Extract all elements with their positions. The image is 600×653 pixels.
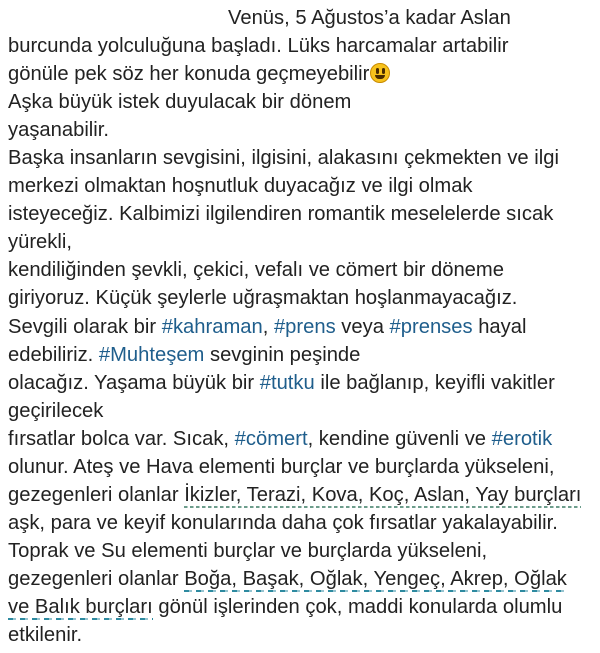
text-segment: hayal bbox=[472, 315, 527, 338]
text-line bbox=[8, 60, 594, 88]
text-line bbox=[8, 453, 594, 481]
text-segment: kendiliğinden şevkli, çekici, vefalı ve cömert bir döneme bbox=[8, 259, 504, 282]
hashtag-link[interactable]: #prenses bbox=[389, 315, 473, 338]
text-line bbox=[8, 200, 594, 228]
text-line bbox=[8, 228, 594, 256]
hashtag-link[interactable]: #Muhteşem bbox=[98, 343, 205, 366]
text-segment: fırsatlar bolca var. Sıcak, bbox=[8, 427, 235, 450]
text-segment: ile bağlanıp, keyifli vakitler bbox=[314, 371, 555, 394]
hashtag-link[interactable]: #prens bbox=[273, 315, 336, 338]
text-segment: , bbox=[262, 315, 274, 338]
text-segment: Venüs, 5 Ağustos’a kadar Aslan bbox=[228, 7, 511, 29]
text-segment: aşk, para ve keyif konularında daha çok fırsatlar yakalayabilir. bbox=[8, 511, 558, 534]
text-line bbox=[8, 481, 594, 509]
text-segment: edebiliriz. bbox=[8, 343, 99, 366]
spellcheck-underlined-text: İkizler, Terazi, Kova, Koç, Aslan, Yay burçları bbox=[184, 483, 582, 506]
text-line bbox=[8, 565, 594, 593]
text-line bbox=[8, 284, 594, 312]
text-line bbox=[8, 256, 594, 284]
text-segment: burcunda yolculuğuna başladı. Lüks harcamalar artabilir bbox=[8, 35, 509, 58]
hashtag-link[interactable]: #tutku bbox=[259, 371, 315, 394]
text-segment: Başka insanların sevgisini, ilgisini, alakasını çekmekten ve ilgi bbox=[8, 147, 559, 170]
text-segment: gezegenleri olanlar bbox=[8, 483, 185, 506]
text-segment: geçirilecek bbox=[8, 399, 104, 422]
grinning-face-emoji-icon bbox=[370, 63, 390, 83]
hashtag-link[interactable]: #erotik bbox=[491, 427, 553, 450]
text-segment: sevginin peşinde bbox=[204, 343, 361, 366]
text-line bbox=[8, 88, 594, 116]
hashtag-link[interactable]: #kahraman bbox=[161, 315, 263, 338]
text-line bbox=[8, 313, 594, 341]
text-segment: veya bbox=[335, 315, 390, 338]
text-line bbox=[8, 621, 594, 649]
text-segment: Sevgili olarak bir bbox=[8, 315, 162, 338]
spellcheck-underlined-text: Boğa, Başak, Oğlak, Yengeç, Akrep, Oğlak bbox=[184, 567, 567, 590]
text-segment: Aşka büyük istek duyulacak bir dönem bbox=[8, 91, 352, 114]
text-segment: giriyoruz. Küçük şeylerle uğraşmaktan hoşlanmayacağız. bbox=[8, 287, 518, 310]
text-line bbox=[8, 144, 594, 172]
text-segment: Toprak ve Su elementi burçlar ve burçlarda yükseleni, bbox=[8, 539, 488, 562]
text-line bbox=[8, 593, 594, 621]
text-line bbox=[8, 32, 594, 60]
text-segment: merkezi olmaktan hoşnutluk duyacağız ve ilgi olmak bbox=[8, 175, 473, 198]
text-segment: gönüle pek söz her konuda geçmeyebilir bbox=[8, 63, 370, 86]
spellcheck-underlined-text: ve Balık burçları bbox=[8, 595, 153, 618]
text-line bbox=[8, 369, 594, 397]
text-line bbox=[8, 397, 594, 425]
text-line bbox=[8, 509, 594, 537]
text-segment: olacağız. Yaşama büyük bir bbox=[8, 371, 260, 394]
hashtag-link[interactable]: #cömert bbox=[234, 427, 308, 450]
text-segment: isteyeceğiz. Kalbimizi ilgilendiren romantik meselelerde sıcak bbox=[8, 203, 554, 226]
text-segment: gönül işlerinden çok, maddi konularda olumlu bbox=[152, 595, 563, 618]
text-line bbox=[8, 4, 594, 32]
text-line bbox=[8, 537, 594, 565]
text-segment: , kendine güvenli ve bbox=[307, 427, 492, 450]
text-line bbox=[8, 116, 594, 144]
text-segment: etkilenir. bbox=[8, 624, 83, 647]
text-line bbox=[8, 172, 594, 200]
text-segment: yaşanabilir. bbox=[8, 119, 109, 142]
text-segment: olunur. Ateş ve Hava elementi burçlar ve burçlarda yükseleni, bbox=[8, 455, 555, 478]
post-text bbox=[8, 4, 594, 649]
text-line bbox=[8, 425, 594, 453]
text-line bbox=[8, 341, 594, 369]
text-segment: yürekli, bbox=[8, 231, 72, 254]
text-segment: gezegenleri olanlar bbox=[8, 567, 185, 590]
